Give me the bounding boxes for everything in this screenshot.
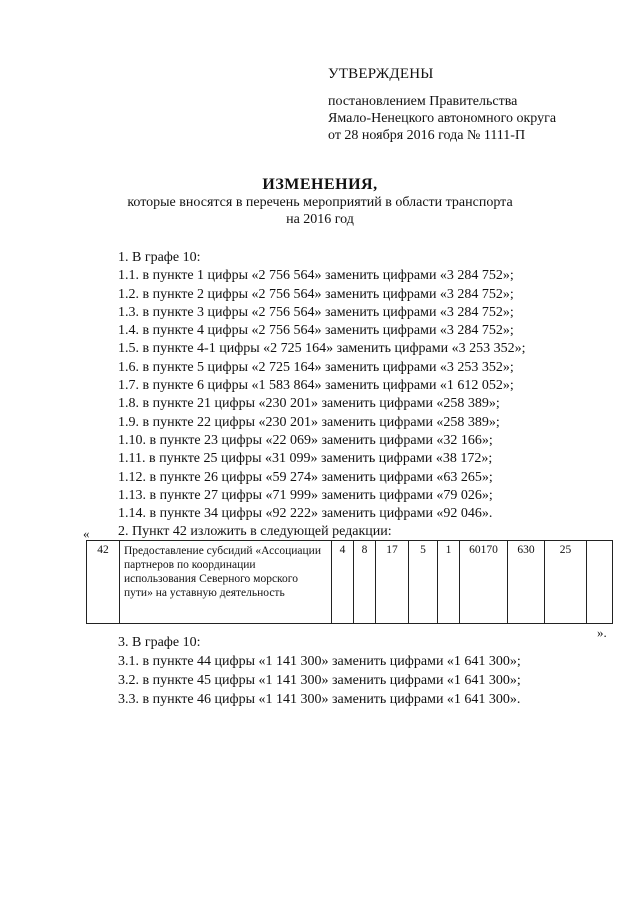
document-subtitle: которые вносятся в перечень мероприятий в области транспорта xyxy=(127,195,513,210)
replacement-table xyxy=(86,540,613,624)
approval-line: от 28 ноября 2016 года № 1111-П xyxy=(328,128,526,143)
approval-line: постановлением Правительства xyxy=(328,94,518,109)
list-item: 1.9. в пункте 22 цифры «230 201» заменить цифрами «258 389»; xyxy=(118,414,500,430)
table-cell: 1 xyxy=(438,541,460,624)
document-subtitle: на 2016 год xyxy=(286,212,354,227)
list-item: 1.4. в пункте 4 цифры «2 756 564» заменить цифрами «3 284 752»; xyxy=(118,323,514,339)
list-item: 1.12. в пункте 26 цифры «59 274» заменить цифрами «63 265»; xyxy=(118,469,493,485)
list-item: 1.6. в пункте 5 цифры «2 725 164» заменить цифрами «3 253 352»; xyxy=(118,359,514,375)
list-item: 1.5. в пункте 4-1 цифры «2 725 164» заменить цифрами «3 253 352»; xyxy=(118,341,526,357)
list-item: 1.13. в пункте 27 цифры «71 999» заменить цифрами «79 026»; xyxy=(118,487,493,503)
document-heading xyxy=(0,176,640,228)
table-cell: 5 xyxy=(409,541,438,624)
list-item: 1.11. в пункте 25 цифры «31 099» заменить цифрами «38 172»; xyxy=(118,451,493,467)
table-cell: 60170 xyxy=(460,541,508,624)
table-cell: 17 xyxy=(376,541,409,624)
table-cell: 8 xyxy=(354,541,376,624)
list-item: 3.1. в пункте 44 цифры «1 141 300» заменить цифрами «1 641 300»; xyxy=(118,654,521,669)
table-row xyxy=(87,541,613,624)
list-item: 2. Пункт 42 изложить в следующей редакции: xyxy=(118,524,392,540)
list-item: 3. В графе 10: xyxy=(118,635,201,650)
list-item: 3.2. в пункте 45 цифры «1 141 300» заменить цифрами «1 641 300»; xyxy=(118,673,521,688)
list-item: 1.2. в пункте 2 цифры «2 756 564» заменить цифрами «3 284 752»; xyxy=(118,286,514,302)
list-item: 1.10. в пункте 23 цифры «22 069» заменить цифрами «32 166»; xyxy=(118,432,493,448)
list-item: 1.8. в пункте 21 цифры «230 201» заменить цифрами «258 389»; xyxy=(118,396,500,412)
table-cell-description: Предоставление субсидий «Ассоциации партнеров по координации использования Северного морского пути» на уставную деятельность xyxy=(120,541,332,624)
list-item: 1.1. в пункте 1 цифры «2 756 564» заменить цифрами «3 284 752»; xyxy=(118,268,514,284)
table-cell: 630 xyxy=(508,541,545,624)
open-quote: « xyxy=(83,526,90,541)
list-item: 1.7. в пункте 6 цифры «1 583 864» заменить цифрами «1 612 052»; xyxy=(118,378,514,394)
list-item: 1.3. в пункте 3 цифры «2 756 564» заменить цифрами «3 284 752»; xyxy=(118,304,514,320)
table-cell: 4 xyxy=(332,541,354,624)
document-title: ИЗМЕНЕНИЯ, xyxy=(262,176,378,193)
close-quote: ». xyxy=(597,625,607,640)
approval-block xyxy=(328,66,556,144)
table-cell: 25 xyxy=(545,541,587,624)
table-cell-number: 42 xyxy=(87,541,120,624)
changes-list-1 xyxy=(118,249,598,542)
approval-line: Ямало-Ненецкого автономного округа xyxy=(328,111,557,126)
changes-list-3 xyxy=(118,633,598,709)
table-cell xyxy=(587,541,613,624)
list-item: 1. В графе 10: xyxy=(118,250,201,265)
approval-title: УТВЕРЖДЕНЫ xyxy=(328,66,434,82)
list-item: 3.3. в пункте 46 цифры «1 141 300» заменить цифрами «1 641 300». xyxy=(118,692,521,707)
list-item: 1.14. в пункте 34 цифры «92 222» заменить цифрами «92 046». xyxy=(118,506,493,522)
